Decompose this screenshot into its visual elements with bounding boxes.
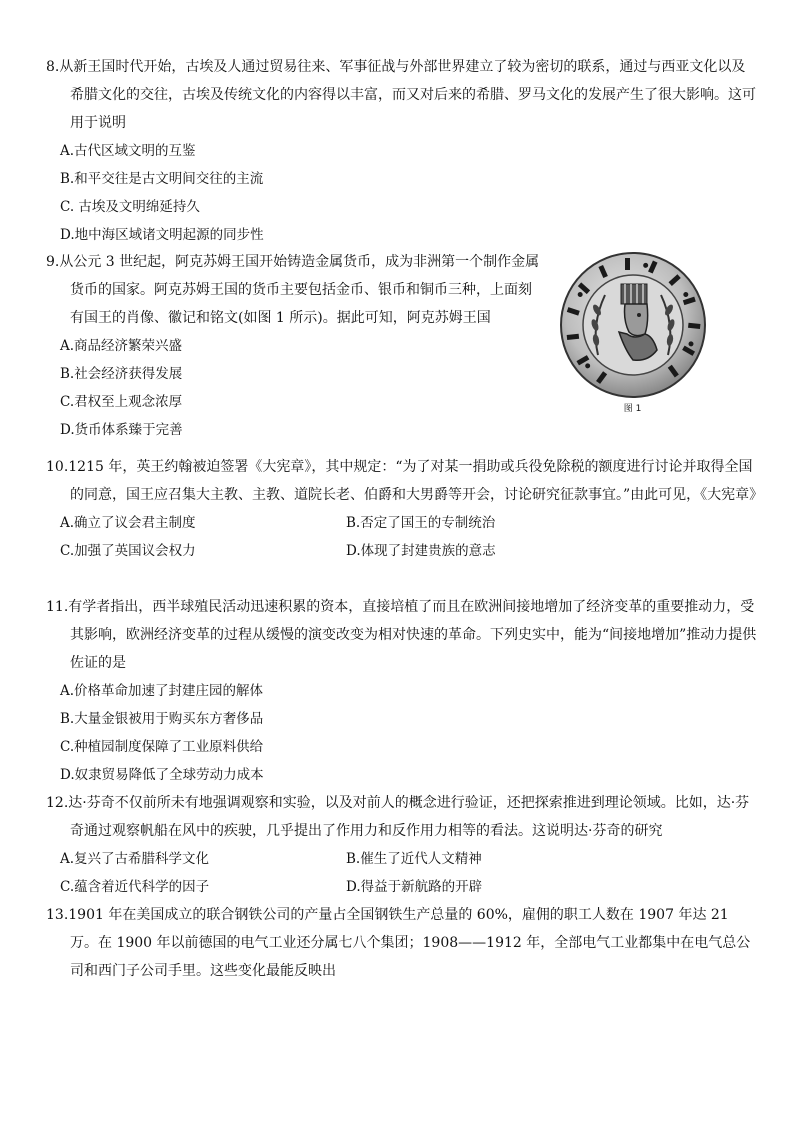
question-stem: 12.达·芬奇不仅前所未有地强调观察和实验，以及对前人的概念进行验证，还把探索推进到理论领域。比如，达·芬奇通过观察帆船在风中的疾驶，几乎提出了作用力和反作用力相等的看法。这说明达·芬奇的研究 [46, 795, 750, 839]
option-b: B.否定了国王的专制统治 [346, 515, 496, 531]
option-d: D.得益于新航路的开辟 [346, 879, 483, 895]
question-8 [46, 53, 758, 249]
option-a: A.古代区域文明的互鉴 [60, 143, 196, 159]
options-row-1 [46, 509, 758, 537]
option-d: D.奴隶贸易降低了全球劳动力成本 [60, 767, 264, 783]
options-row-2 [46, 873, 758, 901]
options-row-1 [46, 845, 758, 873]
question-stem: 11.有学者指出，西半球殖民活动迅速积累的资本，直接培植了而且在欧洲间接地增加了经济变革的重要推动力，受其影响，欧洲经济变革的过程从缓慢的演变改变为相对快速的革命。下列史实中，能为“间接地增加”推动力提供佐证的是 [46, 599, 757, 671]
question-stem: 8.从新王国时代开始，古埃及人通过贸易往来、军事征战与外部世界建立了较为密切的联系，通过与西亚文化以及希腊文化的交往，古埃及传统文化的内容得以丰富，而又对后来的希腊、罗马文化的发展产生了很大影响。这可用于说明 [46, 59, 756, 131]
option-c: C.君权至上观念浓厚 [60, 394, 183, 410]
question-11 [46, 593, 758, 789]
option-c: C.蕴含着近代科学的因子 [60, 879, 210, 895]
option-c: C.种植园制度保障了工业原料供给 [60, 739, 264, 755]
options-row-2 [46, 537, 758, 565]
question-stem: 13.1901 年在美国成立的联合钢铁公司的产量占全国钢铁生产总量的 60%，雇佣的职工人数在 1907 年达 21 万。在 1900 年以前德国的电气工业还分属七八个集团；1908——1912 年，全部电气工业都集中在电气总公司和西门子公司手里。这些变化最能反映出 [46, 907, 751, 979]
option-d: D.体现了封建贵族的意志 [346, 543, 496, 559]
question-10 [46, 453, 764, 565]
option-b: B.社会经济获得发展 [60, 366, 183, 382]
option-d: D.地中海区域诸文明起源的同步性 [60, 227, 264, 243]
option-b: B.催生了近代人文精神 [346, 851, 482, 867]
figure-1 [550, 250, 715, 416]
figure-caption: 图 1 [623, 404, 642, 414]
question-12 [46, 789, 758, 901]
option-c: C.加强了英国议会权力 [60, 543, 196, 559]
option-a: A.价格革命加速了封建庄园的解体 [60, 683, 264, 699]
option-b: B.和平交往是古文明间交往的主流 [60, 171, 264, 187]
option-a: A.确立了议会君主制度 [60, 515, 196, 531]
question-stem: 9.从公元 3 世纪起，阿克苏姆王国开始铸造金属货币，成为非洲第一个制作金属货币的国家。阿克苏姆王国的货币主要包括金币、银币和铜币三种，上面刻有国王的肖像、徽记和铭文(如图 1 所示)。据此可知，阿克苏姆王国 [46, 254, 540, 326]
option-a: A.复兴了古希腊科学文化 [60, 851, 210, 867]
option-a: A.商品经济繁荣兴盛 [60, 338, 183, 354]
option-d: D.货币体系臻于完善 [60, 422, 183, 438]
question-13 [46, 901, 758, 985]
option-c: C. 古埃及文明绵延持久 [60, 199, 200, 215]
aksum-coin-image [553, 250, 713, 400]
question-stem: 10.1215 年，英王约翰被迫签署《大宪章》，其中规定：“为了对某一捐助或兵役免除税的额度进行讨论并取得全国的同意，国王应召集大主教、主教、道院长老、伯爵和大男爵等开会，讨论研究征款事宜。”由此可见，《大宪章》 [46, 459, 764, 503]
option-b: B.大量金银被用于购买东方奢侈品 [60, 711, 264, 727]
